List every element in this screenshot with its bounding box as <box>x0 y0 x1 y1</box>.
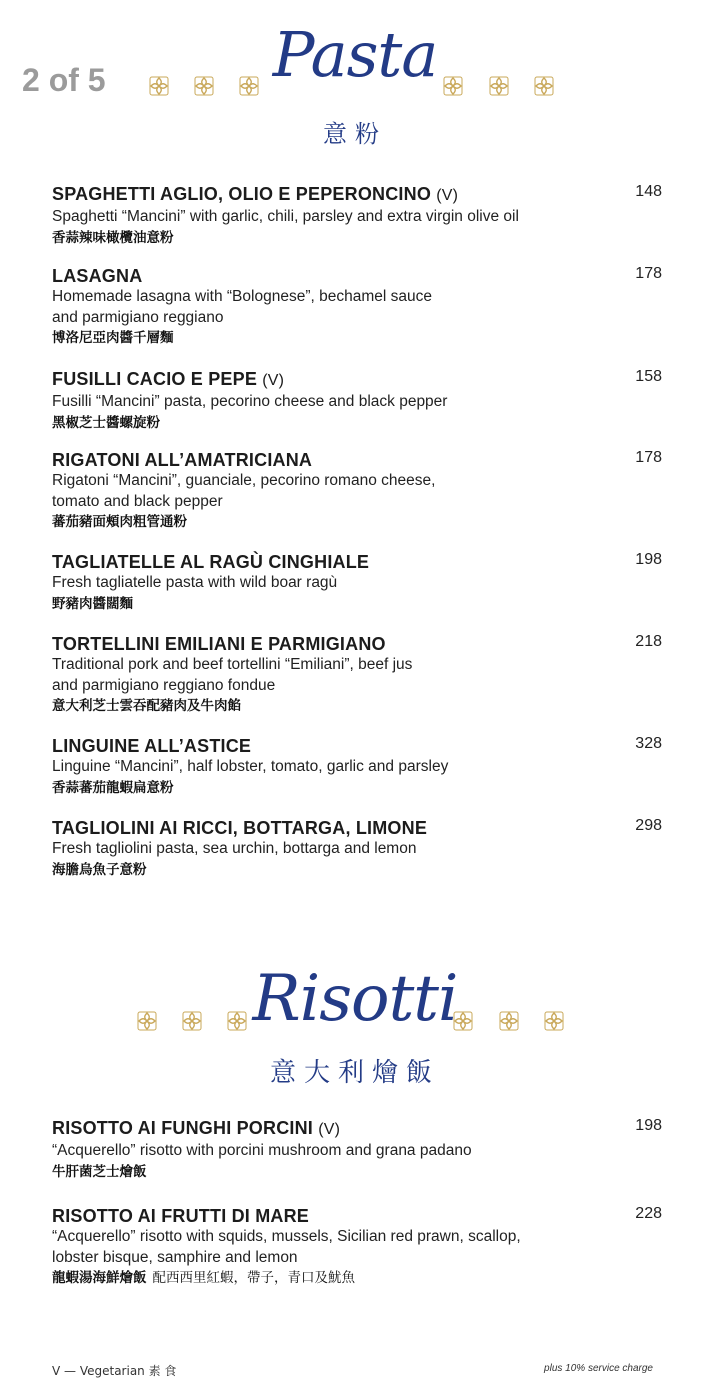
item-name <box>52 817 662 839</box>
item-price: 178 <box>635 265 662 282</box>
menu-item <box>52 449 662 532</box>
section-title-cn: 意粉 <box>323 120 387 148</box>
item-chinese-name-text: 牛肝菌芝士燴飯 <box>52 1163 147 1180</box>
item-price: 228 <box>635 1205 662 1222</box>
service-charge-note: plus 10% service charge <box>544 1363 653 1374</box>
menu-item <box>52 1117 662 1182</box>
item-description: Fresh tagliatelle pasta with wild boar ragù <box>52 574 338 591</box>
item-chinese-name-text: 蕃茄豬面頰肉粗管通粉 <box>52 514 187 530</box>
item-name <box>52 1117 662 1141</box>
ornament-icon <box>498 1010 520 1032</box>
item-price: 198 <box>635 551 662 568</box>
item-description: “Acquerello” risotto with squids, mussels, Sicilian red prawn, scallop, <box>52 1228 521 1245</box>
ornament-icon <box>136 1010 158 1032</box>
item-chinese-note: 配西西里紅蝦，帶子，青口及魷魚 <box>152 1270 355 1286</box>
item-chinese-name <box>52 228 662 248</box>
item-chinese-name <box>52 696 662 716</box>
item-name-text: FUSILLI CACIO E PEPE <box>52 369 258 389</box>
vegetarian-badge: (V) <box>318 1121 341 1138</box>
item-chinese-name <box>52 1268 662 1288</box>
item-name <box>52 1205 662 1227</box>
menu-item <box>52 633 662 716</box>
item-price: 218 <box>635 633 662 650</box>
item-chinese-name <box>52 594 662 614</box>
ornament-icon <box>238 75 260 97</box>
item-description: and parmigiano reggiano fondue <box>52 676 276 694</box>
item-description: Linguine “Mancini”, half lobster, tomato, garlic and parsley <box>52 758 449 775</box>
section-title-cn: 意大利燴飯 <box>269 1058 440 1088</box>
item-name-text: LASAGNA <box>52 266 143 286</box>
menu-item <box>52 1205 662 1288</box>
item-description: Rigatoni “Mancini”, guanciale, pecorino romano cheese, <box>52 472 436 489</box>
item-name-text: TAGLIATELLE AL RAGÙ CINGHIALE <box>52 552 370 572</box>
menu-item <box>52 735 662 798</box>
ornament-icon <box>193 75 215 97</box>
item-chinese-name-text: 龍蝦湯海鮮燴飯 <box>52 1270 147 1286</box>
vegetarian-badge: (V) <box>436 187 459 204</box>
item-description: Traditional pork and beef tortellini “Emiliani”, beef jus <box>52 656 413 673</box>
item-price: 328 <box>635 735 662 752</box>
menu-item <box>52 368 662 433</box>
menu-item <box>52 551 662 614</box>
ornament-icon <box>533 75 555 97</box>
vegetarian-badge: (V) <box>262 372 285 389</box>
item-chinese-name <box>52 778 662 798</box>
ornament-icon <box>452 1010 474 1032</box>
item-chinese-name <box>52 860 662 880</box>
item-name-text: RIGATONI ALL’AMATRICIANA <box>52 450 313 470</box>
item-price: 298 <box>635 817 662 834</box>
page-indicator: 2 of 5 <box>22 62 106 98</box>
ornament-icon <box>148 75 170 97</box>
ornament-icon <box>488 75 510 97</box>
item-name-text: TAGLIOLINI AI RICCI, BOTTARGA, LIMONE <box>52 818 428 838</box>
item-description: Spaghetti “Mancini” with garlic, chili, parsley and extra virgin olive oil <box>52 208 519 225</box>
ornament-icon <box>543 1010 565 1032</box>
item-chinese-name <box>52 413 662 433</box>
item-price: 158 <box>635 368 662 385</box>
item-description: lobster bisque, samphire and lemon <box>52 1248 298 1266</box>
menu-item <box>52 265 662 348</box>
item-name-text: LINGUINE ALL’ASTICE <box>52 736 252 756</box>
item-name <box>52 735 662 757</box>
item-description: and parmigiano reggiano <box>52 308 224 326</box>
item-chinese-name-text: 意大利芝士雲吞配豬肉及牛肉餡 <box>52 698 241 714</box>
menu-item <box>52 183 662 248</box>
ornament-icon <box>442 75 464 97</box>
item-name-text: SPAGHETTI AGLIO, OLIO E PEPERONCINO <box>52 184 432 204</box>
item-name <box>52 368 662 392</box>
item-name-text: RISOTTO AI FRUTTI DI MARE <box>52 1206 309 1226</box>
item-description: Fusilli “Mancini” pasta, pecorino cheese and black pepper <box>52 393 448 410</box>
item-name <box>52 633 662 655</box>
item-chinese-name <box>52 328 662 348</box>
item-chinese-name-text: 海膽烏魚子意粉 <box>52 861 147 878</box>
item-price: 148 <box>635 183 662 200</box>
item-chinese-name <box>52 1162 662 1182</box>
ornament-icon <box>226 1010 248 1032</box>
item-description: “Acquerello” risotto with porcini mushroom and grana padano <box>52 1142 472 1159</box>
item-name-text: TORTELLINI EMILIANI E PARMIGIANO <box>52 634 386 654</box>
menu-item <box>52 817 662 880</box>
item-chinese-name-text: 香蒜蕃茄龍蝦扁意粉 <box>52 779 174 796</box>
item-name <box>52 551 662 573</box>
section-title: Pasta <box>272 18 438 91</box>
item-description: Homemade lasagna with “Bolognese”, bechamel sauce <box>52 288 432 305</box>
item-description: Fresh tagliolini pasta, sea urchin, bottarga and lemon <box>52 840 417 857</box>
item-name-text: RISOTTO AI FUNGHI PORCINI <box>52 1118 314 1138</box>
ornament-icon <box>181 1010 203 1032</box>
vegetarian-legend: V — Vegetarian 素 食 <box>52 1364 177 1378</box>
item-name <box>52 265 662 287</box>
item-chinese-name-text: 博洛尼亞肉醬千層麵 <box>52 330 174 346</box>
item-price: 198 <box>635 1117 662 1134</box>
item-chinese-name-text: 野豬肉醬闊麵 <box>52 595 133 612</box>
item-name <box>52 183 662 207</box>
item-chinese-name <box>52 512 662 532</box>
item-description: tomato and black pepper <box>52 492 223 510</box>
section-title: Risotti <box>252 962 458 1036</box>
item-name <box>52 449 662 471</box>
item-chinese-name-text: 香蒜辣味橄欖油意粉 <box>52 229 174 246</box>
item-price: 178 <box>635 449 662 466</box>
item-chinese-name-text: 黑椒芝士醬螺旋粉 <box>52 414 160 431</box>
